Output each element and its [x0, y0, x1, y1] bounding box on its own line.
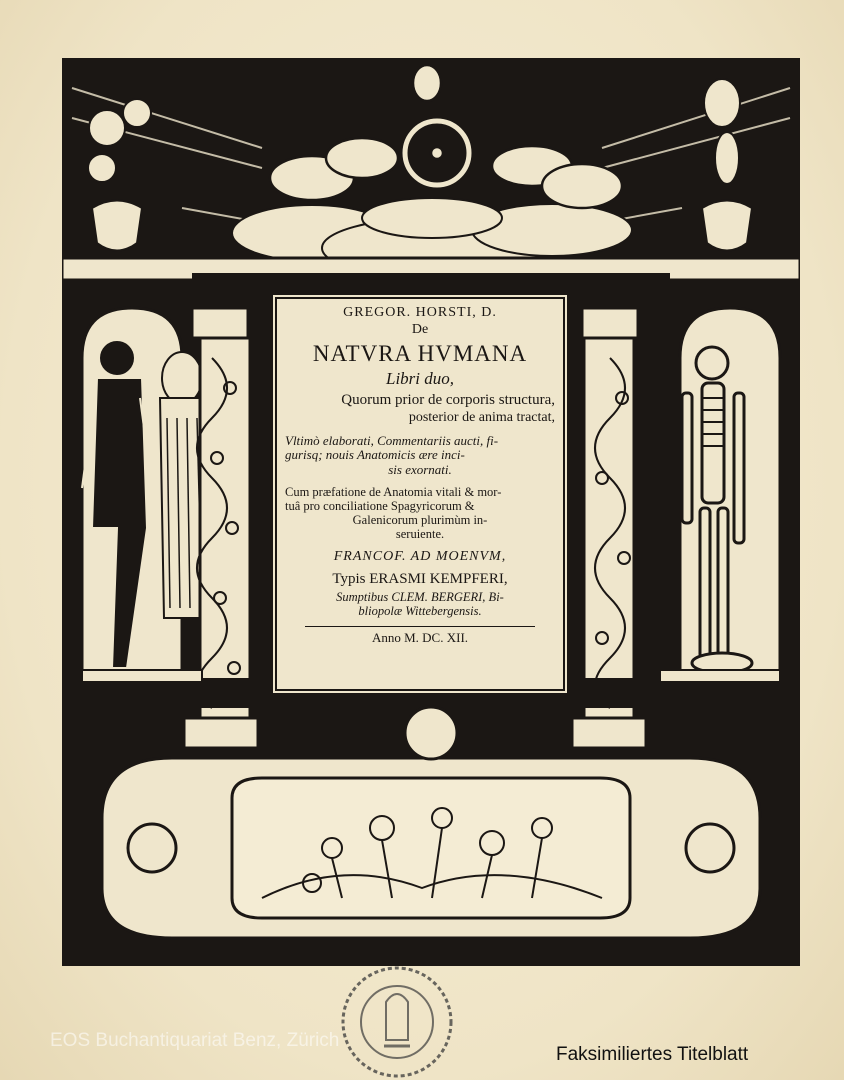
- posterior-line: posterior de anima tractat,: [408, 409, 555, 425]
- preface-line-4: seruiente.: [395, 527, 445, 542]
- caption-text: Faksimiliertes Titelblatt: [556, 1044, 749, 1065]
- de-line: De: [411, 321, 429, 337]
- ultimo-line: Vltimò elaborati, Commentariis aucti, fi-: [285, 432, 499, 448]
- preface-line-2: tuâ pro conciliatione Spagyricorum &: [285, 499, 475, 514]
- divider-rule: [305, 626, 535, 627]
- author-line: GREGOR. HORSTI, D.: [343, 305, 497, 320]
- bookseller-line: bliopolæ Wittebergensis.: [358, 603, 482, 618]
- libri-line: Libri duo,: [385, 369, 455, 389]
- publisher-line: Sumptibus CLEM. BERGERI, Bi-: [336, 589, 504, 604]
- preface-line-1: Cum præfatione de Anatomia vitali & mor-: [285, 485, 502, 500]
- watermark-text: EOS Buchantiquariat Benz, Zürich: [50, 1030, 340, 1051]
- main-title: NATVRA HVMANA: [312, 341, 528, 367]
- figuris-line: gurisq; nouis Anatomicis ære inci-: [285, 447, 465, 463]
- title-text-panel: [270, 292, 570, 696]
- printer-line: Typis ERASMI KEMPFERI,: [332, 570, 508, 587]
- place-line: FRANCOF. AD MOENVM,: [333, 549, 507, 565]
- quorum-line: Quorum prior de corporis structura,: [341, 392, 555, 409]
- library-stamp-seal: [336, 962, 458, 1080]
- year-line: Anno M. DC. XII.: [371, 629, 469, 645]
- exornati-line: sis exornati.: [388, 461, 452, 477]
- preface-line-3: Galenicorum plurimùm in-: [352, 513, 488, 528]
- woodcut-frame-illustration: [62, 58, 800, 966]
